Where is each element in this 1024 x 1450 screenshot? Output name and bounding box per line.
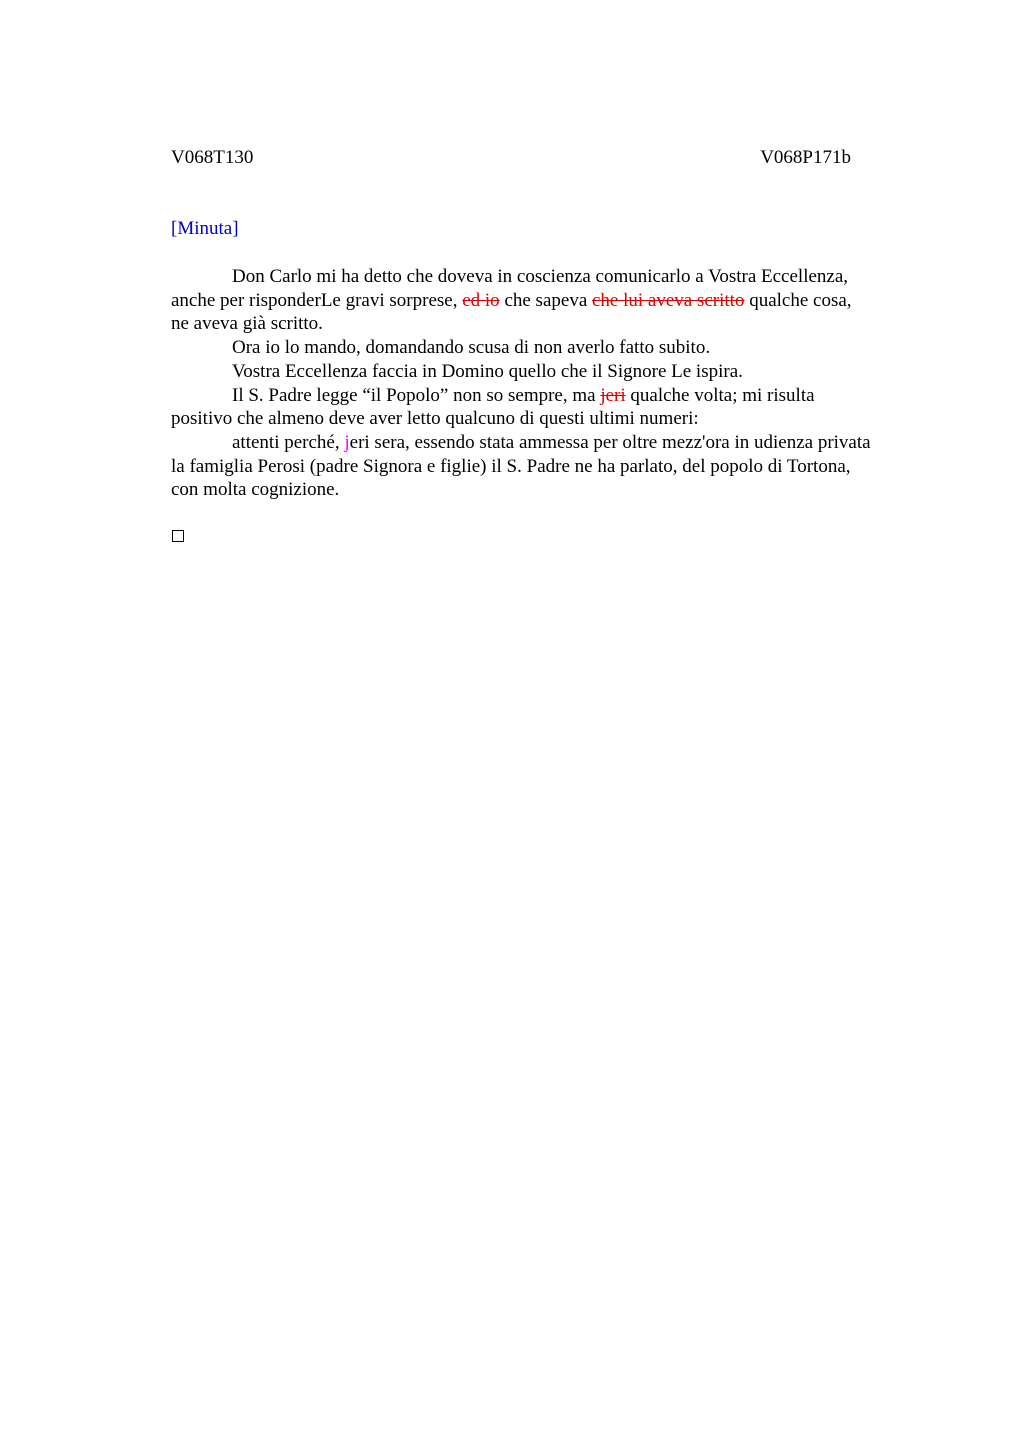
text-run: Il S. Padre legge “il Popolo” non so sempre, ma bbox=[232, 384, 601, 406]
letter-body bbox=[171, 265, 931, 502]
text-run: attenti perché, bbox=[232, 431, 345, 453]
deleted-text: jeri bbox=[600, 384, 626, 406]
document-code-left: V068T130 bbox=[171, 147, 254, 168]
paragraph-5-line-3: con molta cognizione. bbox=[171, 479, 340, 501]
text-run: anche per risponderLe gravi sorprese, bbox=[171, 289, 463, 311]
text-run: qualche volta; mi risulta bbox=[625, 384, 815, 406]
paragraph-3: Vostra Eccellenza faccia in Domino quello che il Signore Le ispira. bbox=[232, 360, 743, 382]
paragraph-2: Ora io lo mando, domandando scusa di non averlo fatto subito. bbox=[232, 337, 711, 359]
document-code-right: V068P171b bbox=[760, 147, 851, 168]
text-run: qualche cosa, bbox=[744, 289, 852, 311]
inserted-text: j bbox=[344, 431, 350, 453]
checkbox-icon[interactable] bbox=[172, 530, 184, 542]
deleted-text: ed io bbox=[462, 289, 500, 311]
paragraph-5-line-1 bbox=[171, 431, 931, 455]
paragraph-1-line-3: ne aveva già scritto. bbox=[171, 313, 323, 335]
document-header bbox=[171, 146, 851, 172]
text-run: eri sera, essendo stata ammessa per oltre mezz'ora in udienza privata bbox=[349, 431, 871, 453]
text-run: che sapeva bbox=[499, 289, 592, 311]
paragraph-1-line-2 bbox=[171, 289, 931, 313]
minuta-label: [Minuta] bbox=[171, 218, 239, 239]
paragraph-4-line-1 bbox=[171, 384, 931, 408]
deleted-text: che lui aveva scritto bbox=[592, 289, 745, 311]
paragraph-4-line-2: positivo che almeno deve aver letto qualcuno di questi ultimi numeri: bbox=[171, 408, 699, 430]
paragraph-5-line-2: la famiglia Perosi (padre Signora e figlie) il S. Padre ne ha parlato, del popolo di Tortona, bbox=[171, 455, 851, 477]
paragraph-1-line-1: Don Carlo mi ha detto che doveva in coscienza comunicarlo a Vostra Eccellenza, bbox=[232, 266, 849, 287]
